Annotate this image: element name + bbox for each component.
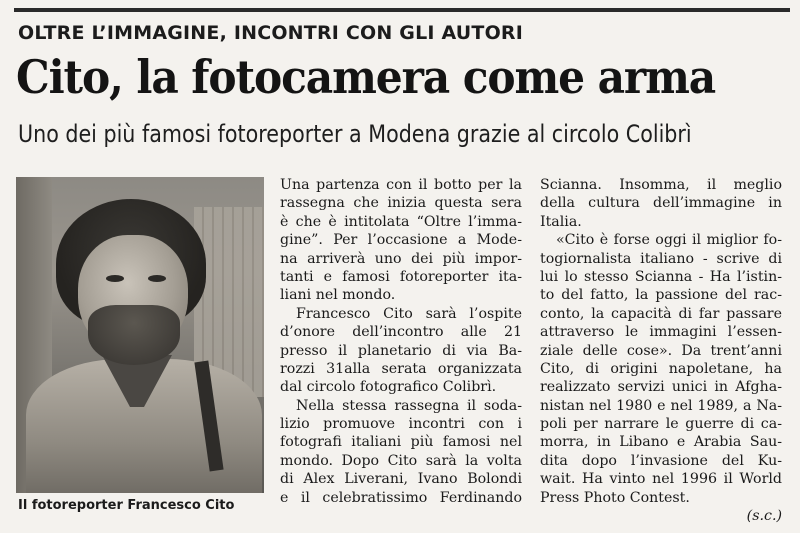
body-line: na arriverà uno dei più impor- xyxy=(280,250,522,267)
body-line: e il celebratissimo Ferdinando xyxy=(280,489,522,506)
body-line: è che è intitolata “Oltre l’imma- xyxy=(280,213,522,230)
body-line: di Alex Liverani, Ivano Bolondi xyxy=(280,471,522,488)
body-line: dita dopo l’invasione del Ku- xyxy=(540,452,782,469)
body-line: lizio promuove incontri con i xyxy=(280,416,522,433)
body-line: morra, in Libano e Arabia Sau- xyxy=(540,434,782,451)
body-line: Una partenza con il botto per la xyxy=(280,177,522,193)
kicker: OLTRE L’IMMAGINE, INCONTRI CON GLI AUTORI xyxy=(18,22,524,44)
body-line: wait. Ha vinto nel 1996 il World xyxy=(540,471,782,488)
body-line: realizzato servizi unici in Afgha- xyxy=(540,379,782,396)
photo-beard xyxy=(88,305,180,365)
body-line: d’onore dell’incontro alle 21 xyxy=(280,324,522,341)
body-column-2 xyxy=(540,176,782,525)
body-line: tanti e famosi fotoreporter ita- xyxy=(280,268,522,285)
author-signature: (s.c.) xyxy=(746,508,782,525)
body-line: attraverso le immagini l’essen- xyxy=(540,324,782,341)
body-line: Nella stessa rassegna il soda- xyxy=(296,397,522,414)
body-line: Italia. xyxy=(540,213,582,230)
top-rule xyxy=(14,8,790,12)
body-line: poli per narrare le guerre di ca- xyxy=(540,416,782,433)
photo-eye xyxy=(148,275,166,282)
body-line: liani nel mondo. xyxy=(280,287,396,304)
headline: Cito, la fotocamera come arma xyxy=(16,50,716,104)
body-line: Cito, di origini napoletane, ha xyxy=(540,360,782,377)
photo-caption: Il fotoreporter Francesco Cito xyxy=(18,498,235,513)
body-line: Francesco Cito sarà l’ospite xyxy=(296,305,522,322)
body-line: Press Photo Contest. xyxy=(540,489,690,506)
body-line: conto, la capacità di far passare xyxy=(540,305,782,322)
body-line: presso il planetario di via Ba- xyxy=(280,342,522,359)
body-line: Scianna. Insomma, il meglio xyxy=(540,177,782,193)
photo-eye xyxy=(106,275,124,282)
body-line: to del fatto, la passione del rac- xyxy=(540,287,782,304)
body-line: mondo. Dopo Cito sarà la volta xyxy=(280,452,522,469)
body-line: ziale delle cose». Da trent’anni xyxy=(540,342,782,359)
body-line: fotografi italiani più famosi nel xyxy=(280,434,522,451)
body-line: della cultura dell’immagine in xyxy=(540,195,782,212)
body-column-1 xyxy=(280,176,522,507)
body-line: «Cito è forse oggi il miglior fo- xyxy=(556,232,782,249)
body-line: lui lo stesso Scianna - Ha l’istin- xyxy=(540,268,782,285)
body-line: nistan nel 1980 e nel 1989, a Na- xyxy=(540,397,782,414)
portrait-photo xyxy=(16,177,264,493)
body-line: togiornalista italiano - scrive di xyxy=(540,250,782,267)
body-line: rozzi 31alla serata organizzata xyxy=(280,360,522,377)
body-line: rassegna che inizia questa sera xyxy=(280,195,522,212)
body-line: dal circolo fotografico Colibrì. xyxy=(280,379,497,396)
body-line: gine”. Per l’occasione a Mode- xyxy=(280,232,522,249)
subheadline: Uno dei più famosi fotoreporter a Modena grazie al circolo Colibrì xyxy=(18,120,692,148)
